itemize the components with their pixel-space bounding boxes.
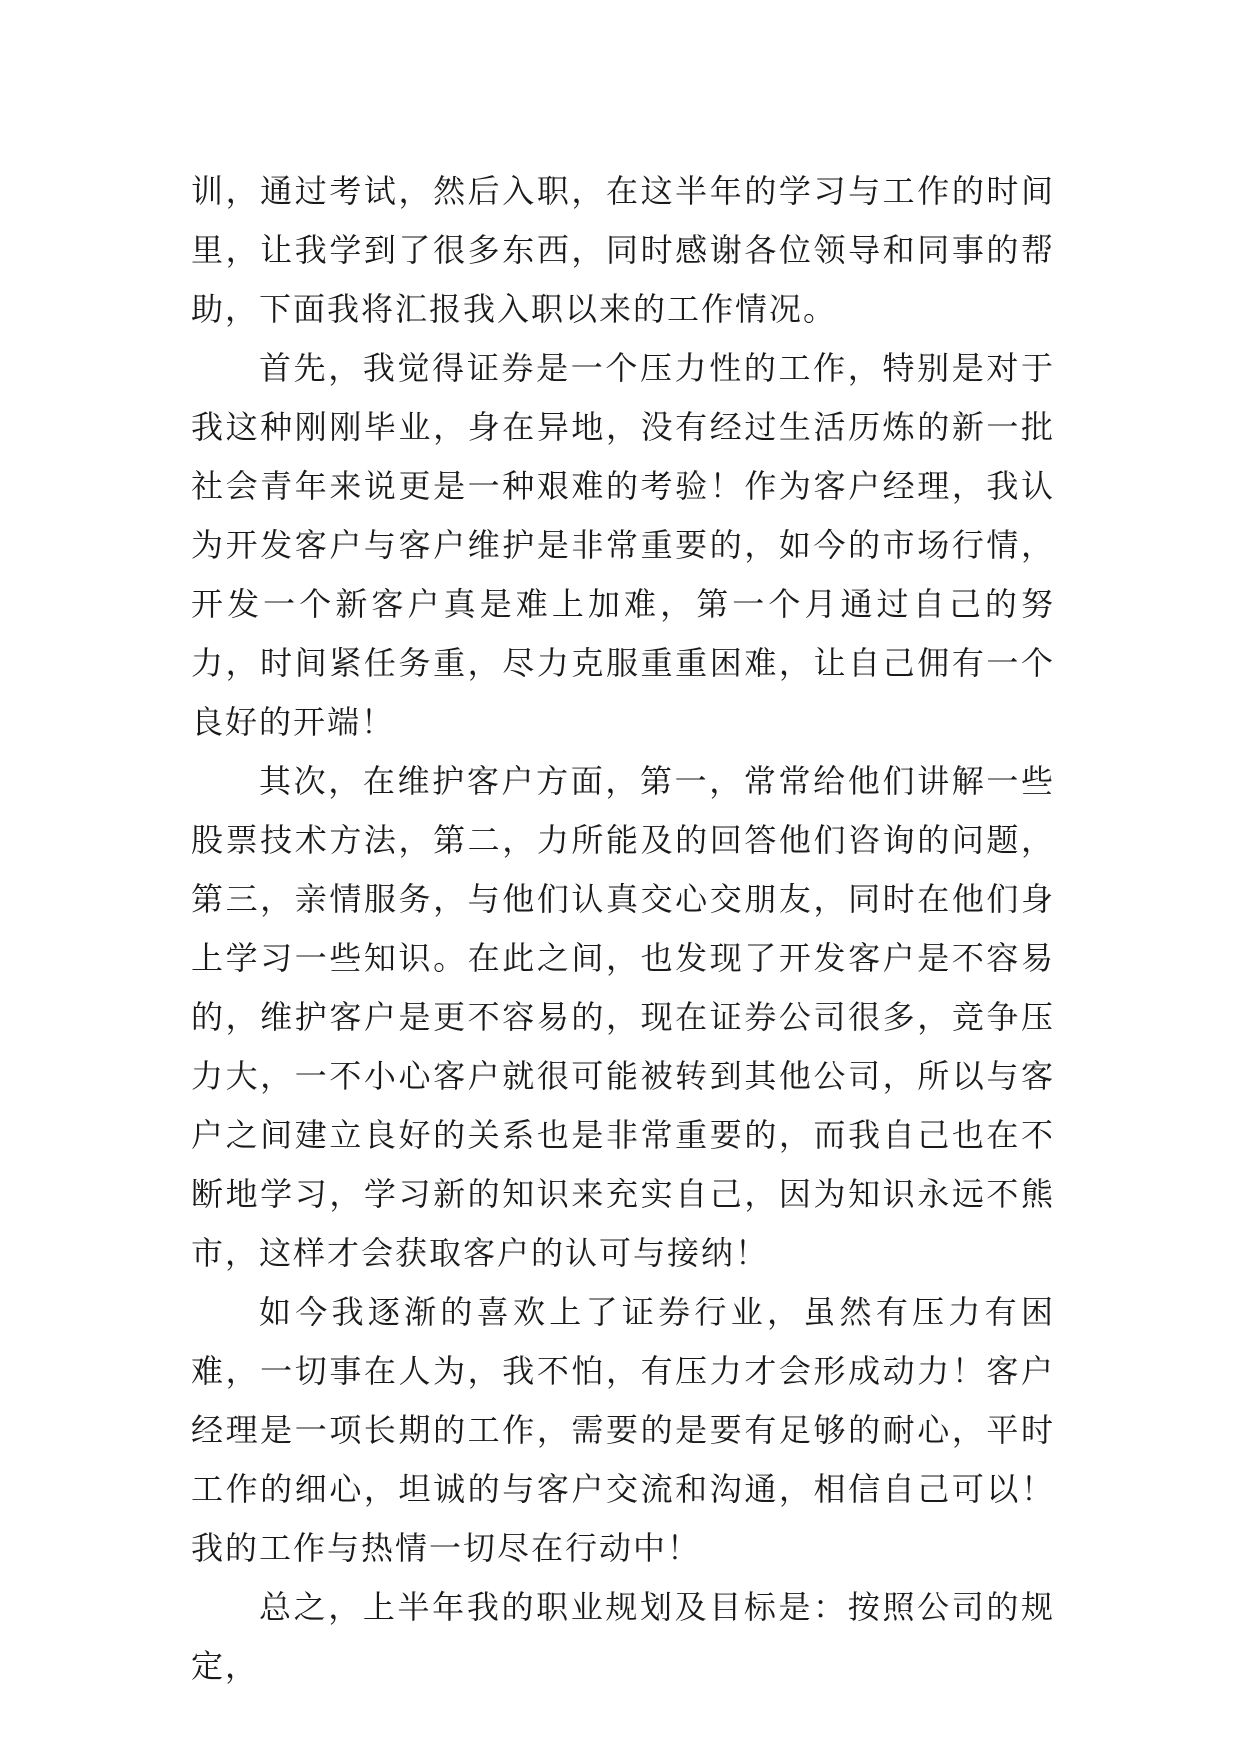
- document-body: [191, 162, 1055, 1696]
- paragraph-1: 训，通过考试，然后入职，在这半年的学习与工作的时间里，让我学到了很多东西，同时感谢各位领导和同事的帮助，下面我将汇报我入职以来的工作情况。: [191, 172, 1055, 328]
- paragraph-4: 如今我逐渐的喜欢上了证券行业，虽然有压力有困难，一切事在人为，我不怕，有压力才会形成动力！客户经理是一项长期的工作，需要的是要有足够的耐心，平时工作的细心，坦诚的与客户交流和沟通，相信自己可以！我的工作与热情一切尽在行动中！: [191, 1293, 1055, 1567]
- paragraph-5: 总之，上半年我的职业规划及目标是：按照公司的规定，: [191, 1588, 1055, 1685]
- paragraph-3: 其次，在维护客户方面，第一，常常给他们讲解一些股票技术方法，第二，力所能及的回答他们咨询的问题，第三，亲情服务，与他们认真交心交朋友，同时在他们身上学习一些知识。在此之间，也发现了开发客户是不容易的，维护客户是更不容易的，现在证券公司很多，竞争压力大，一不小心客户就很可能被转到其他公司，所以与客户之间建立良好的关系也是非常重要的，而我自己也在不断地学习，学习新的知识来充实自己，因为知识永远不熊市，这样才会获取客户的认可与接纳！: [191, 762, 1055, 1272]
- paragraph-2: 首先，我觉得证券是一个压力性的工作，特别是对于我这种刚刚毕业，身在异地，没有经过生活历炼的新一批社会青年来说更是一种艰难的考验！作为客户经理，我认为开发客户与客户维护是非常重要的，如今的市场行情，开发一个新客户真是难上加难，第一个月通过自己的努力，时间紧任务重，尽力克服重重困难，让自己佣有一个良好的开端！: [191, 349, 1055, 741]
